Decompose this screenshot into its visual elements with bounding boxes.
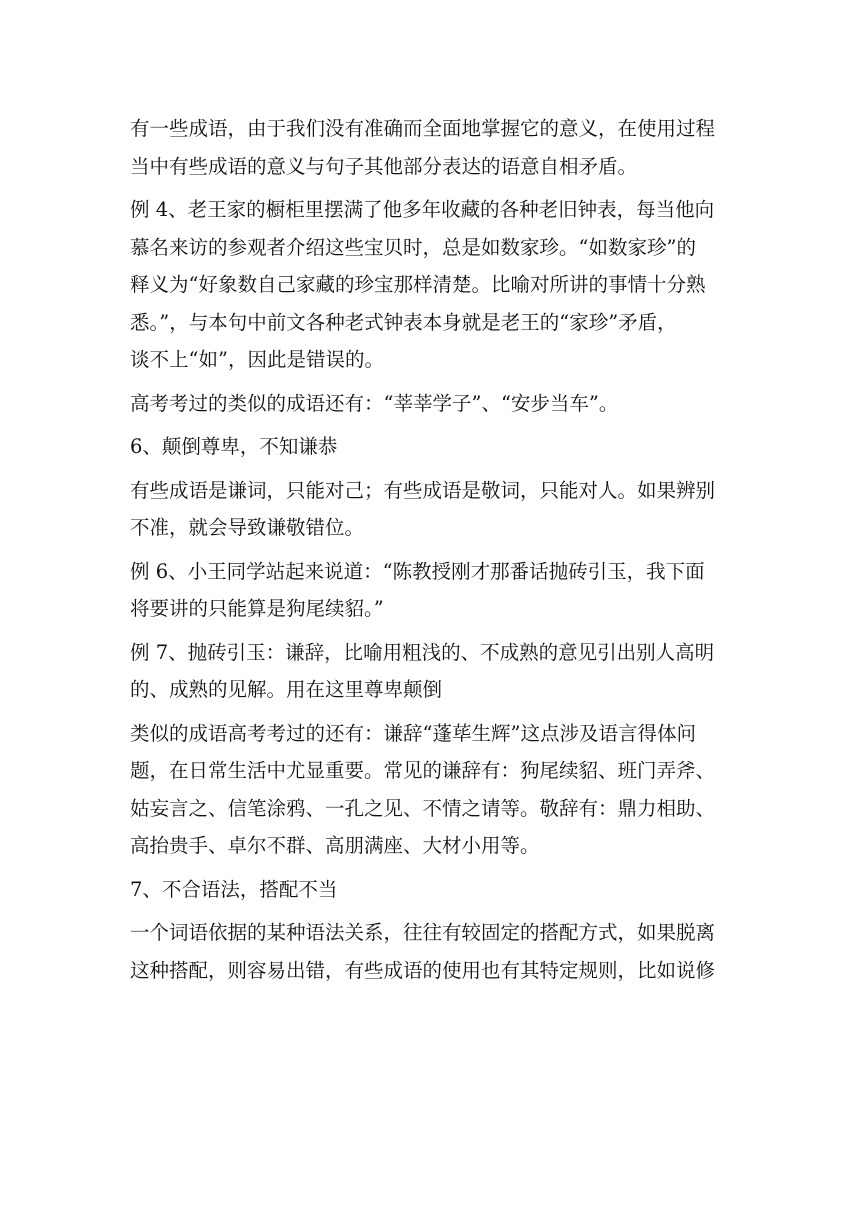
text-line: 释义为“好象数自己家藏的珍宝那样清楚。比喻对所讲的事情十分熟 — [130, 273, 706, 296]
paragraph-example-6 — [130, 553, 730, 628]
paragraph-similar-humble — [130, 715, 730, 865]
section-heading-7 — [130, 871, 730, 909]
paragraph-grammar — [130, 914, 730, 989]
text-line: 题，在日常生活中尤显重要。常见的谦辞有：狗尾续貂、班门弄斧、 — [130, 759, 716, 782]
text-line: 高抬贵手、卓尔不群、高朋满座、大材小用等。 — [130, 834, 540, 857]
text-line: 例 7、抛砖引玉：谦辞，比喻用粗浅的、不成熟的意见引出别人高明 — [130, 640, 715, 664]
paragraph-example-7 — [130, 634, 730, 709]
text-line: 慕名来访的参观者介绍这些宝贝时，总是如数家珍。“如数家珍”的 — [130, 235, 696, 259]
section-heading-6 — [130, 428, 730, 466]
text-line: 将要讲的只能算是狗尾续貂。” — [130, 597, 384, 620]
text-line: 不准，就会导致谦敬错位。 — [130, 516, 365, 539]
text-line: 类似的成语高考考过的还有：谦辞“蓬荜生辉”这点涉及语言得体问 — [130, 721, 696, 745]
text-line: 例 4、老王家的橱柜里摆满了他多年收藏的各种老旧钟表，每当他向 — [130, 198, 715, 221]
text-line: 悉。”，与本句中前文各种老式钟表本身就是老王的“家珍”矛盾， — [130, 310, 677, 334]
text-line: 的、成熟的见解。用在这里尊卑颠倒 — [130, 678, 443, 701]
document-page — [130, 110, 730, 989]
text-line: 例 6、小王同学站起来说道：“陈教授刚才那番话抛砖引玉，我下面 — [130, 559, 705, 583]
paragraph-humble-honorific — [130, 472, 730, 547]
text-line: 高考考过的类似的成语还有：“莘莘学子”、“安步当车”。 — [130, 391, 619, 415]
heading-line: 7、不合语法，搭配不当 — [130, 877, 338, 901]
text-line: 这种搭配，则容易出错，有些成语的使用也有其特定规则，比如说修 — [130, 958, 716, 982]
text-line: 一个词语依据的某种语法关系，往往有较固定的搭配方式，如果脱离 — [130, 921, 716, 944]
text-line: 有一些成语，由于我们没有准确而全面地掌握它的意义，在使用过程 — [130, 117, 716, 140]
heading-line: 6、颠倒尊卑，不知谦恭 — [130, 435, 338, 458]
paragraph-intro — [130, 110, 730, 185]
text-line: 谈不上“如”，因此是错误的。 — [130, 348, 384, 371]
text-line: 当中有些成语的意义与句子其他部分表达的语意自相矛盾。 — [130, 154, 638, 178]
paragraph-example-4 — [130, 191, 730, 379]
paragraph-similar-idioms — [130, 385, 730, 423]
text-line: 有些成语是谦词，只能对己；有些成语是敬词，只能对人。如果辨别 — [130, 478, 716, 502]
text-line: 姑妄言之、信笔涂鸦、一孔之见、不情之请等。敬辞有：鼎力相助、 — [130, 796, 716, 820]
